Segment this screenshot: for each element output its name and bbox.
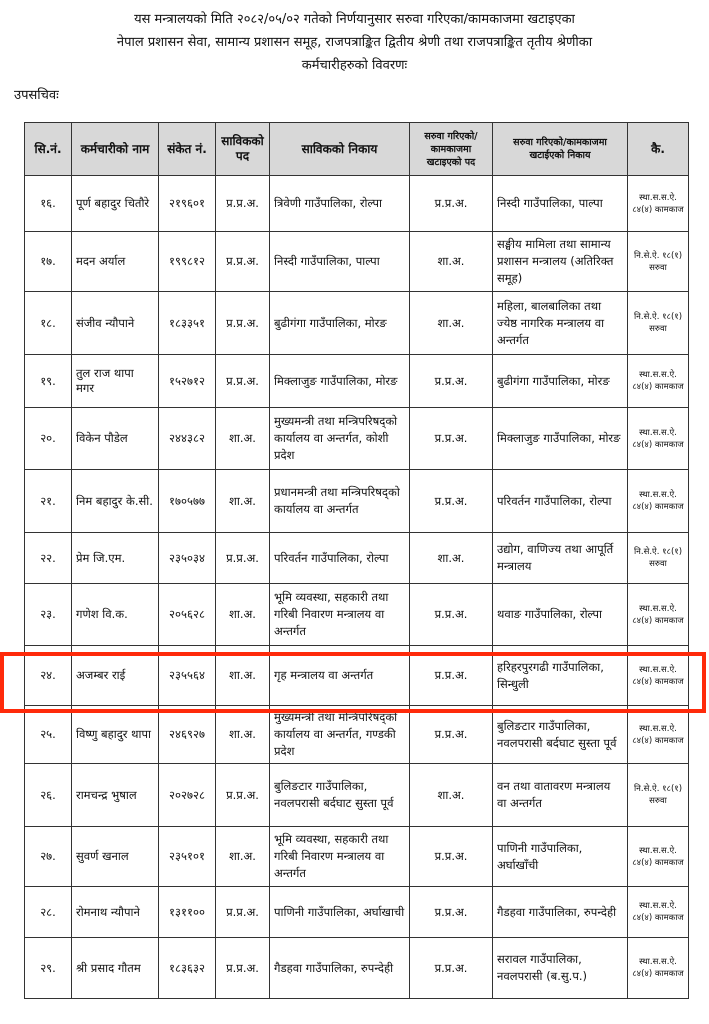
cell-prev-office: परिवर्तन गाउँपालिका, रोल्पा (270, 533, 410, 584)
cell-prev-post: प्र.प्र.अ. (216, 764, 270, 827)
cell-prev-post: शा.अ. (216, 706, 270, 764)
cell-new-office: सरावल गाउँपालिका, नवलपरासी (ब.सु.प.) (493, 938, 628, 999)
cell-sn: २८. (25, 887, 72, 938)
cell-remarks: नि.से.ऐ. १८(१) सरुवा (628, 533, 689, 584)
heading-line-1: यस मन्त्रालयको मिति २०८२/०५/०२ गतेको निर्णयानुसार सरुवा गरिएका/कामकाजमा खटाइएका (134, 12, 575, 27)
cell-name: पूर्ण बहादुर चितौरे (72, 176, 159, 232)
cell-code: २३५५६४ (159, 646, 216, 706)
cell-sn: २५. (25, 706, 72, 764)
cell-name: सुवर्ण खनाल (72, 827, 159, 887)
cell-prev-office: गृह मन्त्रालय वा अन्तर्गत (270, 646, 410, 706)
cell-sn: २०. (25, 408, 72, 470)
transfer-table (24, 122, 689, 999)
cell-remarks: स्था.स.स.ऐ. ८४(४) कामकाज (628, 887, 689, 938)
table-row (25, 533, 689, 584)
cell-new-post: शा.अ. (410, 764, 493, 827)
cell-prev-office: निस्दी गाउँपालिका, पाल्पा (270, 232, 410, 292)
header-remarks: कै. (628, 123, 689, 176)
cell-sn: १७. (25, 232, 72, 292)
cell-sn: २२. (25, 533, 72, 584)
cell-sn: १९. (25, 355, 72, 408)
table-row (25, 706, 689, 764)
cell-code: १८३३५१ (159, 292, 216, 355)
cell-new-office: थवाङ गाउँपालिका, रोल्पा (493, 584, 628, 646)
cell-name: तुल राज थापा मगर (72, 355, 159, 408)
table-row (25, 292, 689, 355)
header-name: कर्मचारीको नाम (72, 123, 159, 176)
cell-prev-office: गैडहवा गाउँपालिका, रुपन्देही (270, 938, 410, 999)
cell-name: विकेन पौडेल (72, 408, 159, 470)
cell-prev-post: शा.अ. (216, 584, 270, 646)
cell-name: गणेश वि.क. (72, 584, 159, 646)
table-row (25, 938, 689, 999)
cell-code: २३५१०१ (159, 827, 216, 887)
cell-prev-office: प्रधानमन्त्री तथा मन्त्रिपरिषद्को कार्यालय वा अन्तर्गत (270, 470, 410, 533)
header-sn: सि.नं. (25, 123, 72, 176)
cell-sn: २४. (25, 646, 72, 706)
cell-new-post: प्र.प्र.अ. (410, 176, 493, 232)
cell-new-office: निस्दी गाउँपालिका, पाल्पा (493, 176, 628, 232)
cell-name: अजम्बर राई (72, 646, 159, 706)
table-row (25, 887, 689, 938)
cell-code: १३११०० (159, 887, 216, 938)
cell-prev-office: मुख्यमन्त्री तथा मन्त्रिपरिषद्को कार्यालय वा अन्तर्गत, गण्डकी प्रदेश (270, 706, 410, 764)
cell-new-office: सङ्घीय मामिला तथा सामान्य प्रशासन मन्त्रालय (अतिरिक्त समूह) (493, 232, 628, 292)
cell-remarks: नि.से.ऐ. १८(१) सरुवा (628, 764, 689, 827)
cell-name: विष्णु बहादुर थापा (72, 706, 159, 764)
cell-name: श्री प्रसाद गौतम (72, 938, 159, 999)
cell-sn: १६. (25, 176, 72, 232)
table-row (25, 232, 689, 292)
cell-new-office: बुलिङटार गाउँपालिका, नवलपरासी बर्दघाट सुस्ता पूर्व (493, 706, 628, 764)
cell-code: २३५०३४ (159, 533, 216, 584)
table-row (25, 355, 689, 408)
cell-code: १५२७१२ (159, 355, 216, 408)
cell-prev-post: प्र.प्र.अ. (216, 938, 270, 999)
cell-prev-post: प्र.प्र.अ. (216, 176, 270, 232)
heading-line-2: नेपाल प्रशासन सेवा, सामान्य प्रशासन समूह, राजपत्राङ्कित द्वितीय श्रेणी तथा राजपत्राङ्कित तृतीय श्रेणीका (116, 35, 593, 50)
header-new-post: सरुवा गरिएको/कामकाजमा खटाइएको पद (410, 123, 493, 176)
table-body (25, 176, 689, 999)
cell-new-post: प्र.प्र.अ. (410, 887, 493, 938)
cell-remarks: नि.से.ऐ. १८(१) सरुवा (628, 232, 689, 292)
cell-remarks: स्था.स.स.ऐ. ८४(४) कामकाज (628, 706, 689, 764)
cell-new-office: हरिहरपुरगढी गाउँपालिका, सिन्धुली (493, 646, 628, 706)
cell-name: संजीव न्यौपाने (72, 292, 159, 355)
cell-new-post: प्र.प्र.अ. (410, 355, 493, 408)
cell-new-office: बुढीगंगा गाउँपालिका, मोरङ (493, 355, 628, 408)
header-code: संकेत नं. (159, 123, 216, 176)
cell-code: १९९८१२ (159, 232, 216, 292)
cell-name: रोमनाथ न्यौपाने (72, 887, 159, 938)
cell-code: १७०५७७ (159, 470, 216, 533)
cell-new-post: प्र.प्र.अ. (410, 938, 493, 999)
cell-prev-post: शा.अ. (216, 408, 270, 470)
cell-prev-office: त्रिवेणी गाउँपालिका, रोल्पा (270, 176, 410, 232)
cell-remarks: स्था.स.स.ऐ. ८४(४) कामकाज (628, 584, 689, 646)
cell-sn: २६. (25, 764, 72, 827)
cell-new-post: शा.अ. (410, 533, 493, 584)
cell-remarks: स्था.स.स.ऐ. ८४(४) कामकाज (628, 176, 689, 232)
table-row (25, 584, 689, 646)
cell-prev-post: शा.अ. (216, 646, 270, 706)
cell-prev-post: प्र.प्र.अ. (216, 533, 270, 584)
cell-code: २०२७२८ (159, 764, 216, 827)
table-row (25, 470, 689, 533)
cell-new-post: प्र.प्र.अ. (410, 408, 493, 470)
cell-new-office: महिला, बालबालिका तथा ज्येष्ठ नागरिक मन्त्रालय वा अन्तर्गत (493, 292, 628, 355)
cell-new-office: परिवर्तन गाउँपालिका, रोल्पा (493, 470, 628, 533)
cell-new-post: प्र.प्र.अ. (410, 706, 493, 764)
table-row (25, 176, 689, 232)
table-row (25, 646, 689, 706)
cell-prev-post: प्र.प्र.अ. (216, 292, 270, 355)
cell-prev-office: बुलिङटार गाउँपालिका, नवलपरासी बर्दघाट सुस्ता पूर्व (270, 764, 410, 827)
header-prev-office: साविकको निकाय (270, 123, 410, 176)
cell-name: रामचन्द्र भुषाल (72, 764, 159, 827)
cell-remarks: स्था.स.स.ऐ. ८४(४) कामकाज (628, 646, 689, 706)
cell-name: प्रेम जि.एम. (72, 533, 159, 584)
cell-remarks: स्था.स.स.ऐ. ८४(४) कामकाज (628, 470, 689, 533)
cell-new-office: वन तथा वातावरण मन्त्रालय वा अन्तर्गत (493, 764, 628, 827)
cell-new-office: उद्योग, वाणिज्य तथा आपूर्ति मन्त्रालय (493, 533, 628, 584)
cell-remarks: स्था.स.स.ऐ. ८४(४) कामकाज (628, 408, 689, 470)
cell-new-post: प्र.प्र.अ. (410, 470, 493, 533)
cell-new-post: शा.अ. (410, 292, 493, 355)
table-row (25, 827, 689, 887)
cell-code: २४४३८२ (159, 408, 216, 470)
cell-code: १८३६३२ (159, 938, 216, 999)
cell-prev-post: शा.अ. (216, 470, 270, 533)
cell-prev-post: प्र.प्र.अ. (216, 887, 270, 938)
heading-line-3: कर्मचारीहरुको विवरणः (301, 58, 408, 73)
cell-new-post: प्र.प्र.अ. (410, 584, 493, 646)
cell-remarks: स्था.स.स.ऐ. ८४(४) कामकाज (628, 355, 689, 408)
cell-remarks: नि.से.ऐ. १८(१) सरुवा (628, 292, 689, 355)
cell-prev-office: बुढीगंगा गाउँपालिका, मोरङ (270, 292, 410, 355)
table-header-row (25, 123, 689, 176)
cell-prev-office: पाणिनी गाउँपालिका, अर्घाखाची (270, 887, 410, 938)
table-row (25, 408, 689, 470)
cell-sn: २१. (25, 470, 72, 533)
cell-remarks: स्था.स.स.ऐ. ८४(४) कामकाज (628, 938, 689, 999)
header-prev-post: साविकको पद (216, 123, 270, 176)
cell-new-post: प्र.प्र.अ. (410, 646, 493, 706)
cell-prev-post: प्र.प्र.अ. (216, 355, 270, 408)
cell-prev-office: भूमि व्यवस्था, सहकारी तथा गरिबी निवारण मन्त्रालय वा अन्तर्गत (270, 827, 410, 887)
cell-prev-office: मुख्यमन्त्री तथा मन्त्रिपरिषद्को कार्यालय वा अन्तर्गत, कोशी प्रदेश (270, 408, 410, 470)
cell-new-post: प्र.प्र.अ. (410, 827, 493, 887)
cell-new-office: मिक्लाजुङ गाउँपालिका, मोरङ (493, 408, 628, 470)
cell-sn: २३. (25, 584, 72, 646)
cell-sn: २९. (25, 938, 72, 999)
document-heading (0, 8, 709, 77)
section-label: उपसचिवः (14, 88, 59, 103)
cell-code: २०५६२८ (159, 584, 216, 646)
cell-new-office: गैडहवा गाउँपालिका, रुपन्देही (493, 887, 628, 938)
cell-remarks: स्था.स.स.ऐ. ८४(४) कामकाज (628, 827, 689, 887)
cell-prev-office: मिक्लाजुङ गाउँपालिका, मोरङ (270, 355, 410, 408)
cell-sn: १८. (25, 292, 72, 355)
cell-code: २१९६०१ (159, 176, 216, 232)
cell-prev-post: प्र.प्र.अ. (216, 232, 270, 292)
table-row (25, 764, 689, 827)
cell-name: निम बहादुर के.सी. (72, 470, 159, 533)
cell-sn: २७. (25, 827, 72, 887)
cell-new-post: शा.अ. (410, 232, 493, 292)
cell-code: २४६९२७ (159, 706, 216, 764)
cell-new-office: पाणिनी गाउँपालिका, अर्घाखाँची (493, 827, 628, 887)
cell-name: मदन अर्याल (72, 232, 159, 292)
cell-prev-office: भूमि व्यवस्था, सहकारी तथा गरिबी निवारण मन्त्रालय वा अन्तर्गत (270, 584, 410, 646)
cell-prev-post: शा.अ. (216, 827, 270, 887)
header-new-office: सरुवा गरिएको/कामकाजमा खटाईएको निकाय (493, 123, 628, 176)
